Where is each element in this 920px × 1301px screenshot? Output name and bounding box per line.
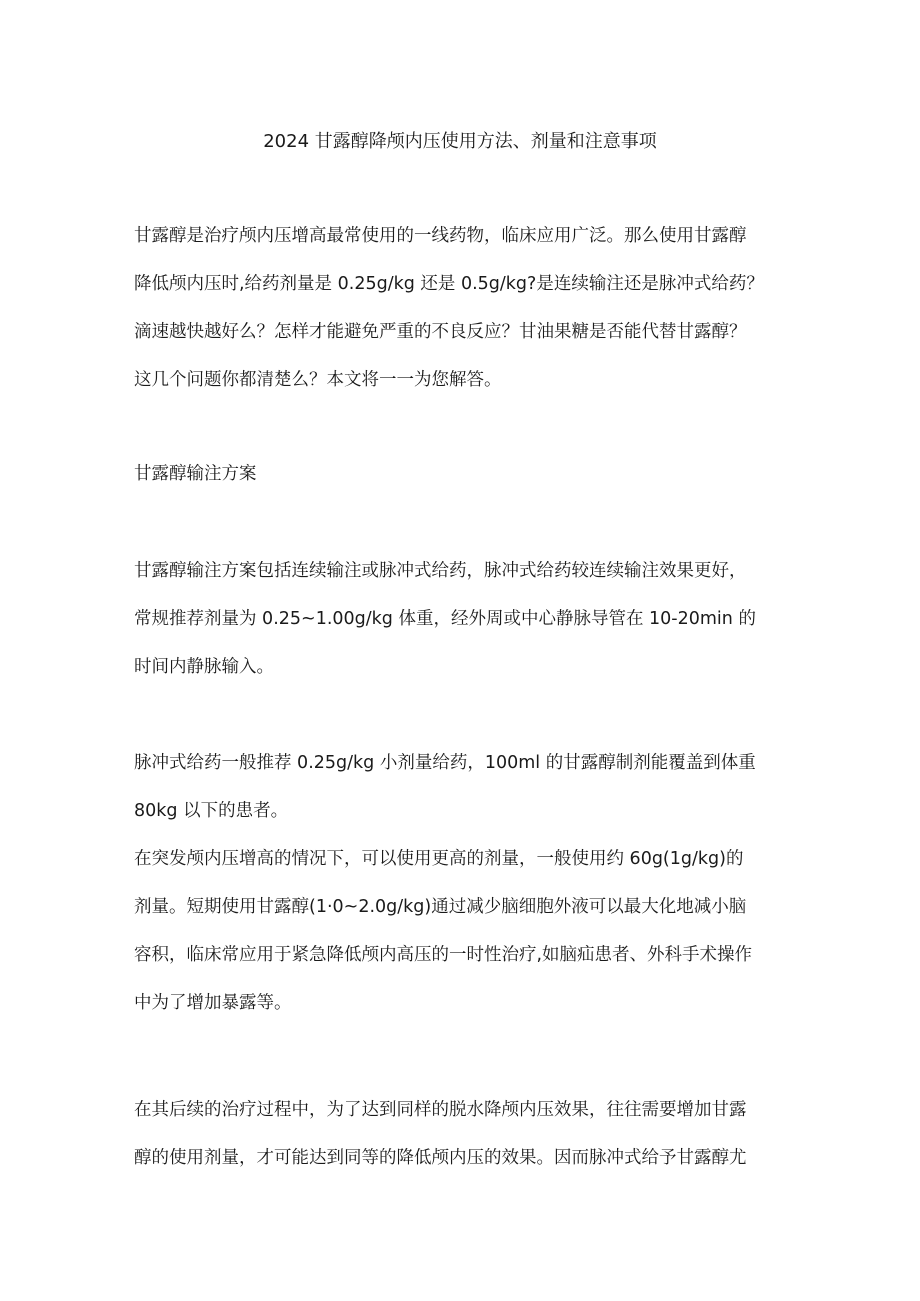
intro-line-1: 甘露醇是治疗颅内压增高最常使用的一线药物，临床应用广泛。那么使用甘露醇 [134, 226, 747, 246]
dosing-line-2: 常规推荐剂量为 0.25~1.00g/kg 体重，经外周或中心静脉导管在 10-20min 的 [134, 609, 756, 629]
pulse-line-3: 在突发颅内压增高的情况下，可以使用更高的剂量，一般使用约 60g(1g/kg)的 [134, 849, 744, 869]
pulse-line-5: 容积，临床常应用于紧急降低颅内高压的一时性治疗,如脑疝患者、外科手术操作 [134, 945, 753, 965]
intro-paragraph [134, 212, 814, 404]
dosing-line-3: 时间内静脉输入。 [134, 657, 274, 677]
dosing-line-1: 甘露醇输注方案包括连续输注或脉冲式给药，脉冲式给药较连续输注效果更好， [134, 561, 747, 581]
intro-line-3: 滴速越快越好么？怎样才能避免严重的不良反应？甘油果糖是否能代替甘露醇？ [134, 322, 747, 342]
followup-line-1: 在其后续的治疗过程中，为了达到同样的脱水降颅内压效果，往往需要增加甘露 [134, 1100, 747, 1120]
pulse-line-1: 脉冲式给药一般推荐 0.25g/kg 小剂量给药，100ml 的甘露醇制剂能覆盖到体重 [134, 753, 756, 773]
intro-line-4: 这几个问题你都清楚么？本文将一一为您解答。 [134, 370, 502, 390]
pulse-line-4: 剂量。短期使用甘露醇(1·0~2.0g/kg)通过减少脑细胞外液可以最大化地减小脑 [134, 897, 747, 917]
intro-line-2: 降低颅内压时,给药剂量是 0.25g/kg 还是 0.5g/kg?是连续输注还是脉冲式给药？ [134, 274, 764, 294]
followup-paragraph [134, 1086, 814, 1182]
pulse-line-6: 中为了增加暴露等。 [134, 993, 292, 1013]
pulse-line-2: 80kg 以下的患者。 [134, 801, 289, 821]
document-title: 2024 甘露醇降颅内压使用方法、剂量和注意事项 [263, 131, 657, 152]
section-heading: 甘露醇输注方案 [134, 464, 257, 484]
followup-line-2: 醇的使用剂量，才可能达到同等的降低颅内压的效果。因而脉冲式给予甘露醇尤 [134, 1148, 747, 1168]
pulse-paragraph [134, 739, 814, 1027]
dosing-paragraph [134, 547, 814, 691]
